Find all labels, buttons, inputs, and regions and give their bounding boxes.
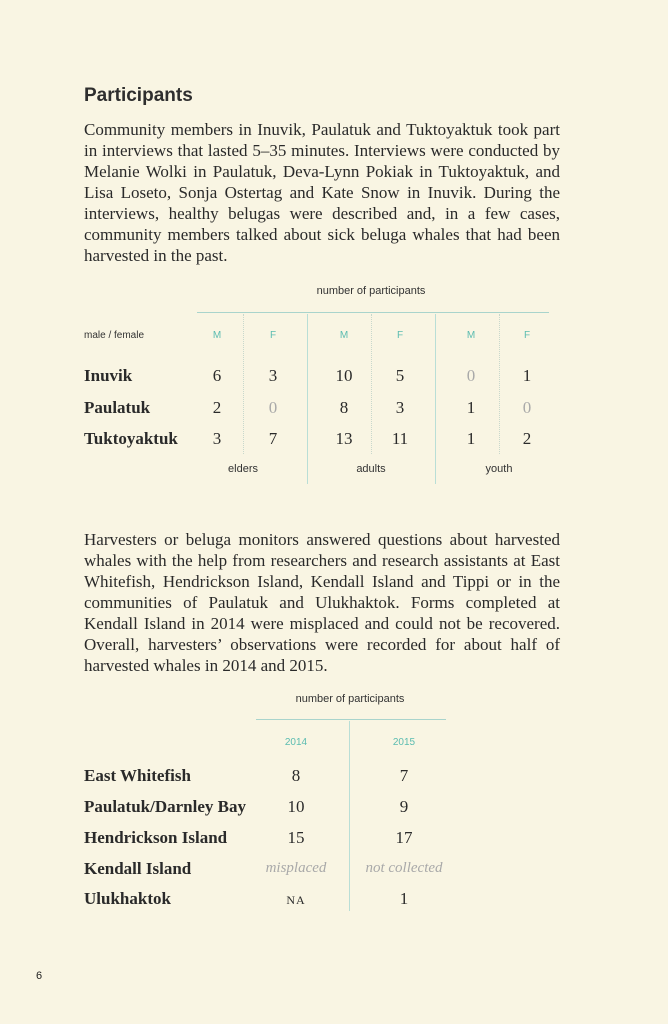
group-label-youth: youth — [485, 463, 513, 475]
table-cell: 1 — [399, 889, 409, 908]
table-cell: 10 — [335, 366, 353, 385]
col-youth-female: F — [523, 330, 531, 341]
row-label-paulatuk-darnley-bay: Paulatuk/Darnley Bay — [84, 797, 246, 816]
col-adults-male: M — [339, 330, 349, 341]
table-cell: 9 — [399, 797, 409, 816]
table-cell: 3 — [268, 366, 278, 385]
divider-elders-adults — [307, 314, 308, 484]
table1-header-rule — [197, 312, 549, 313]
table-cell: 3 — [395, 398, 405, 417]
table-cell: 2 — [212, 398, 222, 417]
table-cell: 8 — [291, 766, 301, 785]
table-cell: 10 — [287, 797, 305, 816]
table-cell: 8 — [339, 398, 349, 417]
table-cell: 7 — [268, 429, 278, 448]
table-cell-zero: 0 — [268, 398, 278, 417]
row-label-kendall-island: Kendall Island — [84, 859, 192, 878]
row-label-east-whitefish: East Whitefish — [84, 766, 191, 785]
table-cell: 1 — [466, 398, 476, 417]
group-label-adults: adults — [356, 463, 386, 475]
divider-adults-mf — [371, 314, 372, 454]
divider-2014-2015 — [349, 721, 350, 911]
table-cell: 3 — [212, 429, 222, 448]
divider-elders-mf — [243, 314, 244, 454]
divider-youth-mf — [499, 314, 500, 454]
divider-adults-youth — [435, 314, 436, 484]
table-cell: 6 — [212, 366, 222, 385]
row-label-hendrickson-island: Hendrickson Island — [84, 828, 228, 847]
sex-label: male / female — [84, 330, 145, 341]
intro-paragraph: Community members in Inuvik, Paulatuk and Tuktoyaktuk took part in interviews that lasted 5–35 minutes. Interviews were conducted by Melanie Wolki in Paulatuk, Deva-Lynn Pokiak in Tuktoyaktuk, and Lisa Loseto, Sonja Ostertag and Kate Snow in Inuvik. During the interviews, healthy belugas were described and, in a few cases, community members talked about sick beluga whales that had been harvested in the past. — [84, 120, 560, 265]
table-cell: 1 — [466, 429, 476, 448]
table-cell-misplaced: misplaced — [265, 860, 327, 876]
table-cell: 13 — [335, 429, 353, 448]
table-cell-na: NA — [286, 893, 306, 907]
col-2015: 2015 — [392, 737, 416, 748]
section-heading: Participants — [84, 85, 193, 106]
col-elders-female: F — [269, 330, 277, 341]
table2-header-rule — [256, 719, 446, 720]
table-cell: 1 — [522, 366, 532, 385]
table-cell: 5 — [395, 366, 405, 385]
table-cell: 2 — [522, 429, 532, 448]
col-youth-male: M — [466, 330, 476, 341]
col-2014: 2014 — [284, 737, 308, 748]
table-cell-zero: 0 — [522, 398, 532, 417]
row-label-tuktoyaktuk: Tuktoyaktuk — [84, 429, 178, 448]
row-label-paulatuk: Paulatuk — [84, 398, 151, 417]
row-label-ulukhaktok: Ulukhaktok — [84, 889, 171, 908]
table1-caption: number of participants — [316, 285, 426, 297]
col-elders-male: M — [212, 330, 222, 341]
row-label-inuvik: Inuvik — [84, 366, 133, 385]
harvesters-paragraph: Harvesters or beluga monitors answered questions about harvested whales with the help from researchers and research assistants at East Whitefish, Hendrickson Island, Kendall Island and Tippi or in the communities of Paulatuk and Ulukhaktok. Forms completed at Kendall Island in 2014 were misplaced and could not be recovered. Overall, harvesters’ observations were recorded for about half of harvested whales in 2014 and 2015. — [84, 530, 560, 675]
table2-caption: number of participants — [295, 693, 405, 705]
table-cell: 17 — [395, 828, 413, 847]
table-cell: 15 — [287, 828, 305, 847]
col-adults-female: F — [396, 330, 404, 341]
table-cell: 7 — [399, 766, 409, 785]
table-cell-zero: 0 — [466, 366, 476, 385]
group-label-elders: elders — [228, 463, 258, 475]
table-cell-not-collected: not collected — [365, 860, 443, 876]
page-number: 6 — [36, 970, 43, 982]
table-cell: 11 — [391, 429, 409, 448]
